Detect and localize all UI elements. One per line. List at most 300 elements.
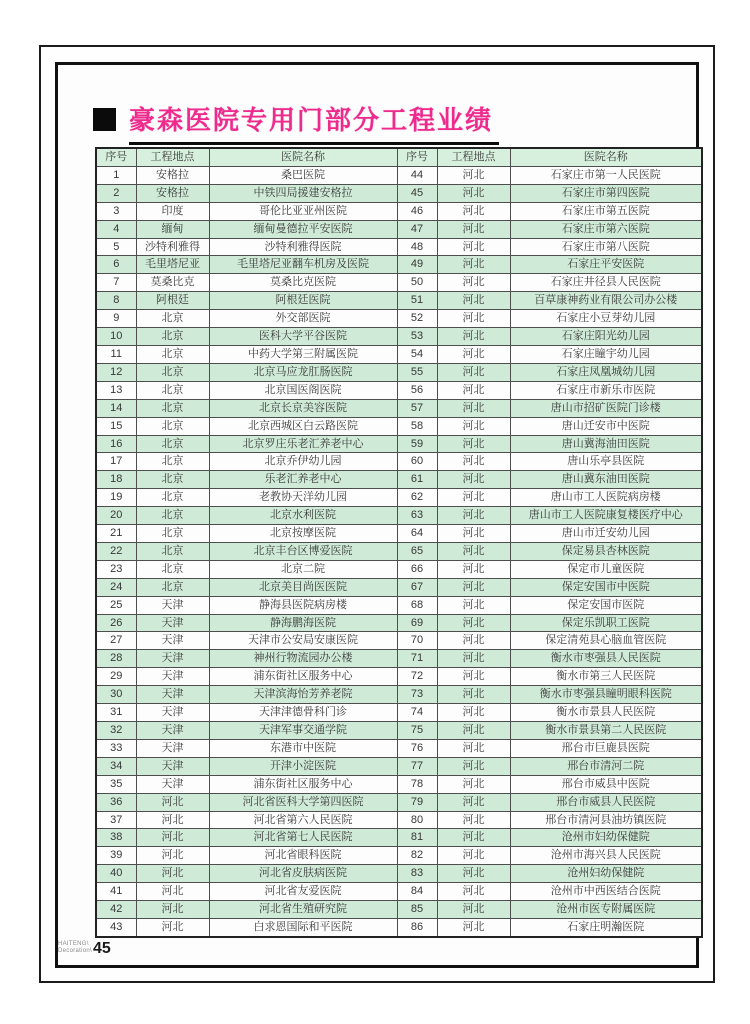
index-cell: 77 — [397, 757, 437, 775]
location-cell: 天津 — [136, 704, 209, 722]
location-cell: 莫桑比克 — [136, 274, 209, 292]
hospital-cell: 石家庄阳光幼儿园 — [510, 328, 702, 346]
hospital-cell: 衡水市景县人民医院 — [510, 704, 702, 722]
table-row — [96, 739, 702, 757]
location-cell: 北京 — [136, 363, 209, 381]
location-cell: 河北 — [437, 399, 510, 417]
table-row — [96, 184, 702, 202]
hospital-cell: 开津小淀医院 — [209, 757, 397, 775]
index-cell: 14 — [96, 399, 136, 417]
location-cell: 河北 — [136, 883, 209, 901]
table-row — [96, 310, 702, 328]
index-cell: 78 — [397, 775, 437, 793]
index-cell: 34 — [96, 757, 136, 775]
index-cell: 47 — [397, 220, 437, 238]
hospital-cell: 唐山迁安市中医院 — [510, 417, 702, 435]
table-row — [96, 865, 702, 883]
hospital-cell: 百草康神药业有限公司办公楼 — [510, 292, 702, 310]
footer-brand-line1: HAITENG\ — [58, 941, 89, 947]
index-cell: 21 — [96, 525, 136, 543]
hospital-cell: 医科大学平谷医院 — [209, 328, 397, 346]
location-cell: 北京 — [136, 525, 209, 543]
location-cell: 河北 — [437, 489, 510, 507]
header-hospital-right: 医院名称 — [510, 148, 702, 166]
hospital-cell: 哥伦比亚亚州医院 — [209, 202, 397, 220]
location-cell: 河北 — [437, 883, 510, 901]
hospital-cell: 河北省第六人民医院 — [209, 811, 397, 829]
hospital-cell: 北京西城区白云路医院 — [209, 417, 397, 435]
location-cell: 天津 — [136, 757, 209, 775]
title-bullet-square-icon — [93, 108, 116, 131]
hospital-cell: 桑巴医院 — [209, 166, 397, 184]
table-row — [96, 901, 702, 919]
hospital-cell: 缅甸曼德拉平安医院 — [209, 220, 397, 238]
index-cell: 65 — [397, 542, 437, 560]
hospital-cell: 中铁四局援建安格拉 — [209, 184, 397, 202]
index-cell: 3 — [96, 202, 136, 220]
projects-table — [95, 147, 703, 938]
table-row — [96, 166, 702, 184]
hospital-cell: 石家庄明瀚医院 — [510, 918, 702, 936]
location-cell: 天津 — [136, 614, 209, 632]
location-cell: 北京 — [136, 578, 209, 596]
hospital-cell: 邢台市威县中医院 — [510, 775, 702, 793]
index-cell: 66 — [397, 560, 437, 578]
hospital-cell: 衡水市第三人民医院 — [510, 668, 702, 686]
table-row — [96, 542, 702, 560]
hospital-cell: 石家庄市第四医院 — [510, 184, 702, 202]
hospital-cell: 浦东街社区服务中心 — [209, 775, 397, 793]
table-row — [96, 256, 702, 274]
index-cell: 54 — [397, 345, 437, 363]
index-cell: 63 — [397, 507, 437, 525]
hospital-cell: 石家庄市第一人民医院 — [510, 166, 702, 184]
hospital-cell: 乐老汇养老中心 — [209, 471, 397, 489]
index-cell: 76 — [397, 739, 437, 757]
page-title: 豪森医院专用门部分工程业绩 — [129, 100, 499, 145]
table-row — [96, 363, 702, 381]
table-row — [96, 381, 702, 399]
page-number: 45 — [92, 940, 111, 957]
index-cell: 24 — [96, 578, 136, 596]
hospital-cell: 白求恩国际和平医院 — [209, 918, 397, 936]
index-cell: 70 — [397, 632, 437, 650]
location-cell: 河北 — [437, 811, 510, 829]
hospital-cell: 石家庄市第五医院 — [510, 202, 702, 220]
location-cell: 天津 — [136, 650, 209, 668]
index-cell: 50 — [397, 274, 437, 292]
location-cell: 北京 — [136, 453, 209, 471]
hospital-cell: 静海鹏海医院 — [209, 614, 397, 632]
location-cell: 阿根廷 — [136, 292, 209, 310]
location-cell: 河北 — [437, 686, 510, 704]
hospital-cell: 保定清苑县心脑血管医院 — [510, 632, 702, 650]
table-row — [96, 453, 702, 471]
index-cell: 36 — [96, 793, 136, 811]
hospital-cell: 衡水市枣强县瞳明眼科医院 — [510, 686, 702, 704]
index-cell: 28 — [96, 650, 136, 668]
footer-brand-logo — [58, 941, 92, 955]
index-cell: 12 — [96, 363, 136, 381]
table-row — [96, 918, 702, 936]
footer — [58, 941, 111, 957]
hospital-cell: 石家庄市第六医院 — [510, 220, 702, 238]
hospital-cell: 石家庄小豆芽幼儿园 — [510, 310, 702, 328]
location-cell: 天津 — [136, 775, 209, 793]
table-row — [96, 345, 702, 363]
index-cell: 10 — [96, 328, 136, 346]
table-row — [96, 399, 702, 417]
index-cell: 16 — [96, 435, 136, 453]
location-cell: 缅甸 — [136, 220, 209, 238]
index-cell: 33 — [96, 739, 136, 757]
index-cell: 73 — [397, 686, 437, 704]
hospital-cell: 天津滨海怡芳养老院 — [209, 686, 397, 704]
hospital-cell: 衡水市景县第二人民医院 — [510, 722, 702, 740]
location-cell: 北京 — [136, 507, 209, 525]
hospital-cell: 沧州市医专附属医院 — [510, 901, 702, 919]
location-cell: 河北 — [437, 847, 510, 865]
hospital-cell: 神州行物流园办公楼 — [209, 650, 397, 668]
location-cell: 河北 — [437, 668, 510, 686]
location-cell: 河北 — [437, 507, 510, 525]
index-cell: 30 — [96, 686, 136, 704]
hospital-cell: 保定乐凯职工医院 — [510, 614, 702, 632]
header-index-left: 序号 — [96, 148, 136, 166]
table-row — [96, 417, 702, 435]
hospital-cell: 静海县医院病房楼 — [209, 596, 397, 614]
hospital-cell: 北京二院 — [209, 560, 397, 578]
hospital-cell: 石家庄瞳宇幼儿园 — [510, 345, 702, 363]
location-cell: 天津 — [136, 596, 209, 614]
index-cell: 79 — [397, 793, 437, 811]
index-cell: 75 — [397, 722, 437, 740]
hospital-cell: 唐山市迁安幼儿园 — [510, 525, 702, 543]
hospital-cell: 石家庄井径县人民医院 — [510, 274, 702, 292]
location-cell: 河北 — [437, 310, 510, 328]
projects-table-body — [96, 166, 702, 936]
index-cell: 74 — [397, 704, 437, 722]
index-cell: 56 — [397, 381, 437, 399]
hospital-cell: 北京长京美容医院 — [209, 399, 397, 417]
table-row — [96, 614, 702, 632]
location-cell: 安格拉 — [136, 184, 209, 202]
index-cell: 2 — [96, 184, 136, 202]
hospital-cell: 保定安国市中医院 — [510, 578, 702, 596]
table-row — [96, 578, 702, 596]
location-cell: 河北 — [136, 847, 209, 865]
location-cell: 天津 — [136, 739, 209, 757]
hospital-cell: 石家庄市第八医院 — [510, 238, 702, 256]
index-cell: 26 — [96, 614, 136, 632]
table-row — [96, 793, 702, 811]
table-row — [96, 560, 702, 578]
location-cell: 北京 — [136, 489, 209, 507]
location-cell: 河北 — [437, 345, 510, 363]
location-cell: 河北 — [437, 363, 510, 381]
location-cell: 河北 — [437, 381, 510, 399]
table-row — [96, 274, 702, 292]
table-row — [96, 847, 702, 865]
index-cell: 5 — [96, 238, 136, 256]
hospital-cell: 邢台市清河二院 — [510, 757, 702, 775]
index-cell: 4 — [96, 220, 136, 238]
hospital-cell: 唐山市工人医院病房楼 — [510, 489, 702, 507]
table-row — [96, 507, 702, 525]
index-cell: 38 — [96, 829, 136, 847]
index-cell: 82 — [397, 847, 437, 865]
table-row — [96, 883, 702, 901]
table-row — [96, 596, 702, 614]
index-cell: 19 — [96, 489, 136, 507]
hospital-cell: 北京国医阁医院 — [209, 381, 397, 399]
hospital-cell: 唐山乐亭县医院 — [510, 453, 702, 471]
index-cell: 64 — [397, 525, 437, 543]
table-row — [96, 775, 702, 793]
hospital-cell: 石家庄市新乐市医院 — [510, 381, 702, 399]
hospital-cell: 北京罗庄乐老汇养老中心 — [209, 435, 397, 453]
index-cell: 29 — [96, 668, 136, 686]
index-cell: 9 — [96, 310, 136, 328]
index-cell: 84 — [397, 883, 437, 901]
location-cell: 河北 — [136, 793, 209, 811]
table-row — [96, 435, 702, 453]
hospital-cell: 天津市公安局安康医院 — [209, 632, 397, 650]
index-cell: 57 — [397, 399, 437, 417]
index-cell: 81 — [397, 829, 437, 847]
index-cell: 42 — [96, 901, 136, 919]
location-cell: 北京 — [136, 310, 209, 328]
header-hospital-left: 医院名称 — [209, 148, 397, 166]
hospital-cell: 外交部医院 — [209, 310, 397, 328]
index-cell: 43 — [96, 918, 136, 936]
location-cell: 河北 — [437, 829, 510, 847]
table-row — [96, 811, 702, 829]
location-cell: 北京 — [136, 417, 209, 435]
index-cell: 17 — [96, 453, 136, 471]
table-row — [96, 292, 702, 310]
index-cell: 45 — [397, 184, 437, 202]
hospital-cell: 保定易县杏林医院 — [510, 542, 702, 560]
hospital-cell: 河北省眼科医院 — [209, 847, 397, 865]
index-cell: 22 — [96, 542, 136, 560]
index-cell: 83 — [397, 865, 437, 883]
index-cell: 25 — [96, 596, 136, 614]
location-cell: 安格拉 — [136, 166, 209, 184]
hospital-cell: 石家庄平安医院 — [510, 256, 702, 274]
index-cell: 48 — [397, 238, 437, 256]
hospital-cell: 老教协天洋幼儿园 — [209, 489, 397, 507]
table-row — [96, 650, 702, 668]
hospital-cell: 北京美目尚医医院 — [209, 578, 397, 596]
table-row — [96, 686, 702, 704]
table-row — [96, 202, 702, 220]
hospital-cell: 沧州市海兴县人民医院 — [510, 847, 702, 865]
table-row — [96, 632, 702, 650]
index-cell: 44 — [397, 166, 437, 184]
hospital-cell: 唐山冀海油田医院 — [510, 435, 702, 453]
location-cell: 毛里塔尼亚 — [136, 256, 209, 274]
footer-brand-line2: Decoration\ — [58, 948, 92, 954]
location-cell: 河北 — [437, 918, 510, 936]
location-cell: 河北 — [437, 614, 510, 632]
index-cell: 37 — [96, 811, 136, 829]
table-row — [96, 471, 702, 489]
location-cell: 河北 — [437, 793, 510, 811]
hospital-cell: 毛里塔尼亚翻车机房及医院 — [209, 256, 397, 274]
hospital-cell: 河北省生殖研究院 — [209, 901, 397, 919]
index-cell: 35 — [96, 775, 136, 793]
index-cell: 46 — [397, 202, 437, 220]
location-cell: 河北 — [437, 435, 510, 453]
index-cell: 41 — [96, 883, 136, 901]
location-cell: 北京 — [136, 381, 209, 399]
hospital-cell: 北京丰台区博爱医院 — [209, 542, 397, 560]
hospital-cell: 沧州妇幼保健院 — [510, 865, 702, 883]
location-cell: 河北 — [437, 166, 510, 184]
index-cell: 32 — [96, 722, 136, 740]
index-cell: 53 — [397, 328, 437, 346]
hospital-cell: 中药大学第三附属医院 — [209, 345, 397, 363]
location-cell: 北京 — [136, 560, 209, 578]
table-header-row — [96, 148, 702, 166]
hospital-cell: 唐山市工人医院康复楼医疗中心 — [510, 507, 702, 525]
hospital-cell: 衡水市枣强县人民医院 — [510, 650, 702, 668]
location-cell: 河北 — [437, 220, 510, 238]
index-cell: 1 — [96, 166, 136, 184]
index-cell: 49 — [397, 256, 437, 274]
location-cell: 河北 — [437, 184, 510, 202]
index-cell: 69 — [397, 614, 437, 632]
index-cell: 27 — [96, 632, 136, 650]
hospital-cell: 唐山市招矿医院门诊楼 — [510, 399, 702, 417]
location-cell: 河北 — [437, 775, 510, 793]
index-cell: 7 — [96, 274, 136, 292]
hospital-cell: 沧州市妇幼保健院 — [510, 829, 702, 847]
location-cell: 河北 — [136, 918, 209, 936]
index-cell: 39 — [96, 847, 136, 865]
hospital-cell: 北京乔伊幼儿园 — [209, 453, 397, 471]
location-cell: 天津 — [136, 722, 209, 740]
hospital-cell: 保定市儿童医院 — [510, 560, 702, 578]
location-cell: 北京 — [136, 435, 209, 453]
header-location-left: 工程地点 — [136, 148, 209, 166]
location-cell: 北京 — [136, 328, 209, 346]
location-cell: 河北 — [437, 739, 510, 757]
hospital-cell: 天津津德骨科门诊 — [209, 704, 397, 722]
hospital-cell: 河北省皮肤病医院 — [209, 865, 397, 883]
location-cell: 河北 — [437, 901, 510, 919]
hospital-cell: 石家庄凤凰城幼儿园 — [510, 363, 702, 381]
location-cell: 天津 — [136, 668, 209, 686]
location-cell: 北京 — [136, 345, 209, 363]
location-cell: 印度 — [136, 202, 209, 220]
location-cell: 河北 — [437, 560, 510, 578]
hospital-cell: 唐山冀东油田医院 — [510, 471, 702, 489]
index-cell: 55 — [397, 363, 437, 381]
location-cell: 北京 — [136, 542, 209, 560]
location-cell: 河北 — [437, 632, 510, 650]
location-cell: 河北 — [437, 704, 510, 722]
index-cell: 86 — [397, 918, 437, 936]
index-cell: 71 — [397, 650, 437, 668]
location-cell: 北京 — [136, 399, 209, 417]
table-row — [96, 757, 702, 775]
location-cell: 河北 — [437, 292, 510, 310]
hospital-cell: 保定安国市医院 — [510, 596, 702, 614]
hospital-cell: 河北省第七人民医院 — [209, 829, 397, 847]
index-cell: 60 — [397, 453, 437, 471]
location-cell: 河北 — [437, 722, 510, 740]
index-cell: 11 — [96, 345, 136, 363]
location-cell: 河北 — [437, 256, 510, 274]
location-cell: 河北 — [437, 328, 510, 346]
location-cell: 河北 — [437, 274, 510, 292]
location-cell: 河北 — [437, 453, 510, 471]
location-cell: 河北 — [437, 525, 510, 543]
hospital-cell: 北京按摩医院 — [209, 525, 397, 543]
hospital-cell: 东港市中医院 — [209, 739, 397, 757]
table-row — [96, 220, 702, 238]
index-cell: 31 — [96, 704, 136, 722]
index-cell: 6 — [96, 256, 136, 274]
hospital-cell: 浦东街社区服务中心 — [209, 668, 397, 686]
hospital-cell: 邢台市巨鹿县医院 — [510, 739, 702, 757]
location-cell: 河北 — [136, 901, 209, 919]
hospital-cell: 邢台市威县人民医院 — [510, 793, 702, 811]
index-cell: 52 — [397, 310, 437, 328]
location-cell: 河北 — [136, 829, 209, 847]
table-row — [96, 829, 702, 847]
table-row — [96, 489, 702, 507]
section-title-block — [93, 100, 499, 145]
index-cell: 67 — [397, 578, 437, 596]
location-cell: 河北 — [437, 471, 510, 489]
location-cell: 天津 — [136, 686, 209, 704]
location-cell: 河北 — [437, 238, 510, 256]
index-cell: 80 — [397, 811, 437, 829]
index-cell: 8 — [96, 292, 136, 310]
table-row — [96, 722, 702, 740]
location-cell: 河北 — [437, 202, 510, 220]
hospital-cell: 阿根廷医院 — [209, 292, 397, 310]
location-cell: 河北 — [437, 417, 510, 435]
index-cell: 23 — [96, 560, 136, 578]
header-index-right: 序号 — [397, 148, 437, 166]
location-cell: 河北 — [437, 578, 510, 596]
index-cell: 20 — [96, 507, 136, 525]
hospital-cell: 沙特利雅得医院 — [209, 238, 397, 256]
location-cell: 北京 — [136, 471, 209, 489]
table-row — [96, 238, 702, 256]
location-cell: 河北 — [136, 811, 209, 829]
index-cell: 62 — [397, 489, 437, 507]
location-cell: 河北 — [437, 650, 510, 668]
index-cell: 40 — [96, 865, 136, 883]
hospital-cell: 天津军事交通学院 — [209, 722, 397, 740]
index-cell: 59 — [397, 435, 437, 453]
index-cell: 68 — [397, 596, 437, 614]
hospital-cell: 邢台市清河县油坊镇医院 — [510, 811, 702, 829]
hospital-cell: 北京马应龙肛肠医院 — [209, 363, 397, 381]
hospital-cell: 莫桑比克医院 — [209, 274, 397, 292]
index-cell: 13 — [96, 381, 136, 399]
location-cell: 河北 — [437, 596, 510, 614]
hospital-cell: 北京水利医院 — [209, 507, 397, 525]
location-cell: 河北 — [437, 865, 510, 883]
index-cell: 61 — [397, 471, 437, 489]
location-cell: 天津 — [136, 632, 209, 650]
